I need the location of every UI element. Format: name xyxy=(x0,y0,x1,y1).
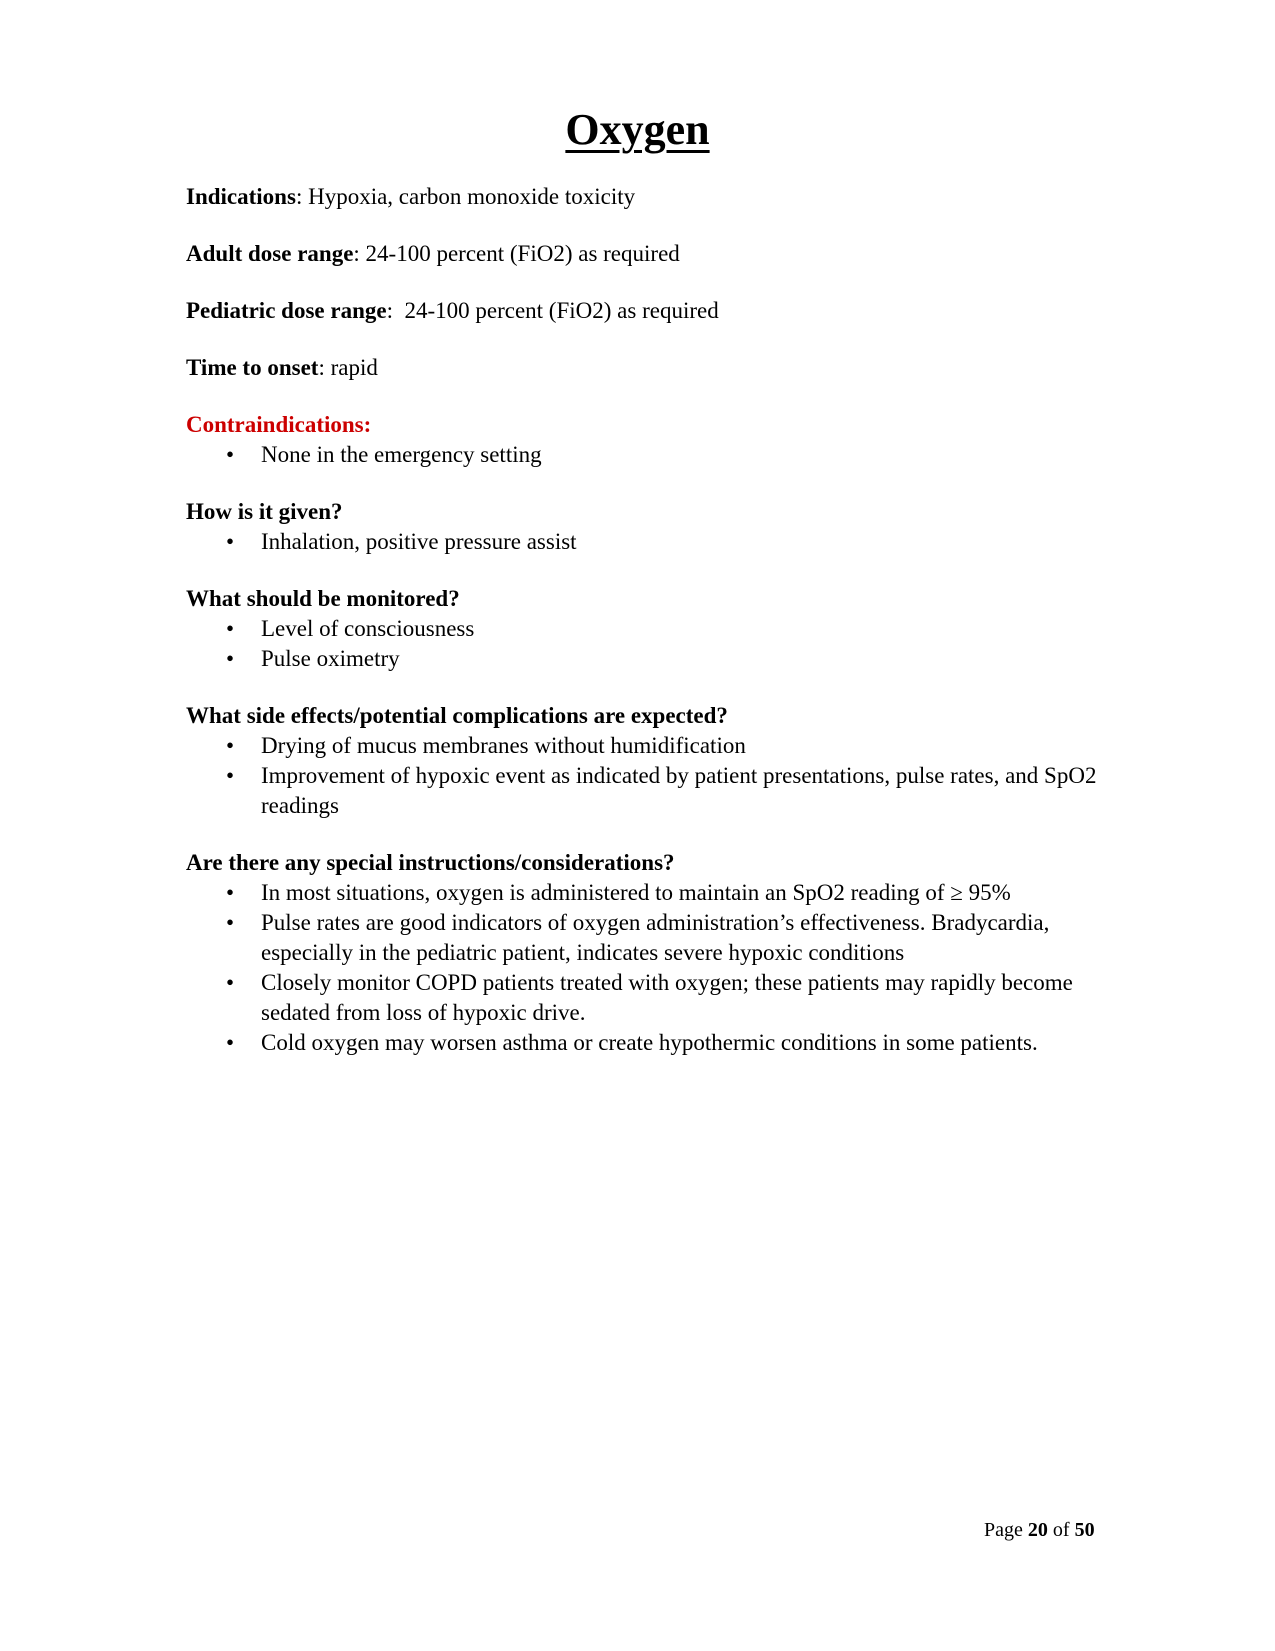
list-item-text: Pulse oximetry xyxy=(261,646,400,671)
field-label: Time to onset xyxy=(186,355,319,380)
bullet-list xyxy=(186,878,1106,1058)
list-item xyxy=(186,614,1106,644)
total-pages: 50 xyxy=(1074,1519,1095,1541)
title-text: Oxygen xyxy=(565,105,710,154)
page-label: Page xyxy=(984,1519,1023,1541)
list-item-text: Drying of mucus membranes without humidification xyxy=(261,733,746,758)
page-number-footer xyxy=(984,1518,1095,1542)
list-item xyxy=(186,878,1106,908)
field-separator: : xyxy=(353,241,366,266)
bullet-icon: • xyxy=(226,616,235,641)
list-item-text: Closely monitor COPD patients treated with oxygen; these patients may rapidly become sedated from loss of hypoxic drive. xyxy=(261,970,1073,1025)
list-item-text: Cold oxygen may worsen asthma or create hypothermic conditions in some patients. xyxy=(261,1030,1038,1055)
section-side-effects xyxy=(186,701,1106,821)
bullet-icon: • xyxy=(226,733,235,758)
section-special-instructions xyxy=(186,848,1106,1058)
field-separator: : xyxy=(295,184,309,209)
page-title xyxy=(0,104,1275,156)
bullet-icon: • xyxy=(226,1030,235,1055)
list-item xyxy=(186,761,1106,821)
section-monitoring xyxy=(186,584,1106,674)
field-adult-dose xyxy=(186,239,1106,269)
bullet-list xyxy=(186,440,1106,470)
field-separator: : xyxy=(386,298,405,323)
field-indications xyxy=(186,182,1106,212)
list-item xyxy=(186,731,1106,761)
list-item-text: Level of consciousness xyxy=(261,616,475,641)
list-item xyxy=(186,644,1106,674)
list-item-text: Pulse rates are good indicators of oxygen administration’s effectiveness. Bradycardia, especially in the pediatric patient, indicates severe hypoxic conditions xyxy=(261,910,1050,965)
field-time-to-onset xyxy=(186,353,1106,383)
list-item-text: Improvement of hypoxic event as indicated by patient presentations, pulse rates, and SpO2 readings xyxy=(261,763,1097,818)
field-value: Hypoxia, carbon monoxide toxicity xyxy=(308,184,636,209)
section-heading: Are there any special instructions/considerations? xyxy=(186,850,675,875)
bullet-icon: • xyxy=(226,880,235,905)
section-heading: Contraindications: xyxy=(186,412,372,437)
bullet-list xyxy=(186,731,1106,821)
current-page: 20 xyxy=(1027,1519,1048,1541)
bullet-list xyxy=(186,527,1106,557)
field-label: Indications xyxy=(186,184,296,209)
section-heading: What side effects/potential complications are expected? xyxy=(186,703,728,728)
section-heading: How is it given? xyxy=(186,499,343,524)
document-body xyxy=(186,182,1106,1085)
field-label: Pediatric dose range xyxy=(186,298,387,323)
bullet-icon: • xyxy=(226,910,235,935)
bullet-icon: • xyxy=(226,442,235,467)
list-item-text: None in the emergency setting xyxy=(261,442,542,467)
field-value: rapid xyxy=(330,355,378,380)
field-label: Adult dose range xyxy=(186,241,354,266)
list-item-text: In most situations, oxygen is administered to maintain an SpO2 reading of ≥ 95% xyxy=(261,880,1011,905)
field-pediatric-dose xyxy=(186,296,1106,326)
section-heading: What should be monitored? xyxy=(186,586,460,611)
field-separator: : xyxy=(318,355,331,380)
field-value: 24-100 percent (FiO2) as required xyxy=(365,241,680,266)
bullet-icon: • xyxy=(226,970,235,995)
section-contraindications xyxy=(186,410,1106,470)
list-item xyxy=(186,968,1106,1028)
list-item xyxy=(186,908,1106,968)
section-how-given xyxy=(186,497,1106,557)
list-item xyxy=(186,527,1106,557)
list-item-text: Inhalation, positive pressure assist xyxy=(261,529,577,554)
field-value: 24-100 percent (FiO2) as required xyxy=(404,298,719,323)
bullet-icon: • xyxy=(226,646,235,671)
bullet-icon: • xyxy=(226,529,235,554)
list-item xyxy=(186,440,1106,470)
list-item xyxy=(186,1028,1106,1058)
of-label: of xyxy=(1052,1519,1070,1541)
bullet-list xyxy=(186,614,1106,674)
bullet-icon: • xyxy=(226,763,235,788)
